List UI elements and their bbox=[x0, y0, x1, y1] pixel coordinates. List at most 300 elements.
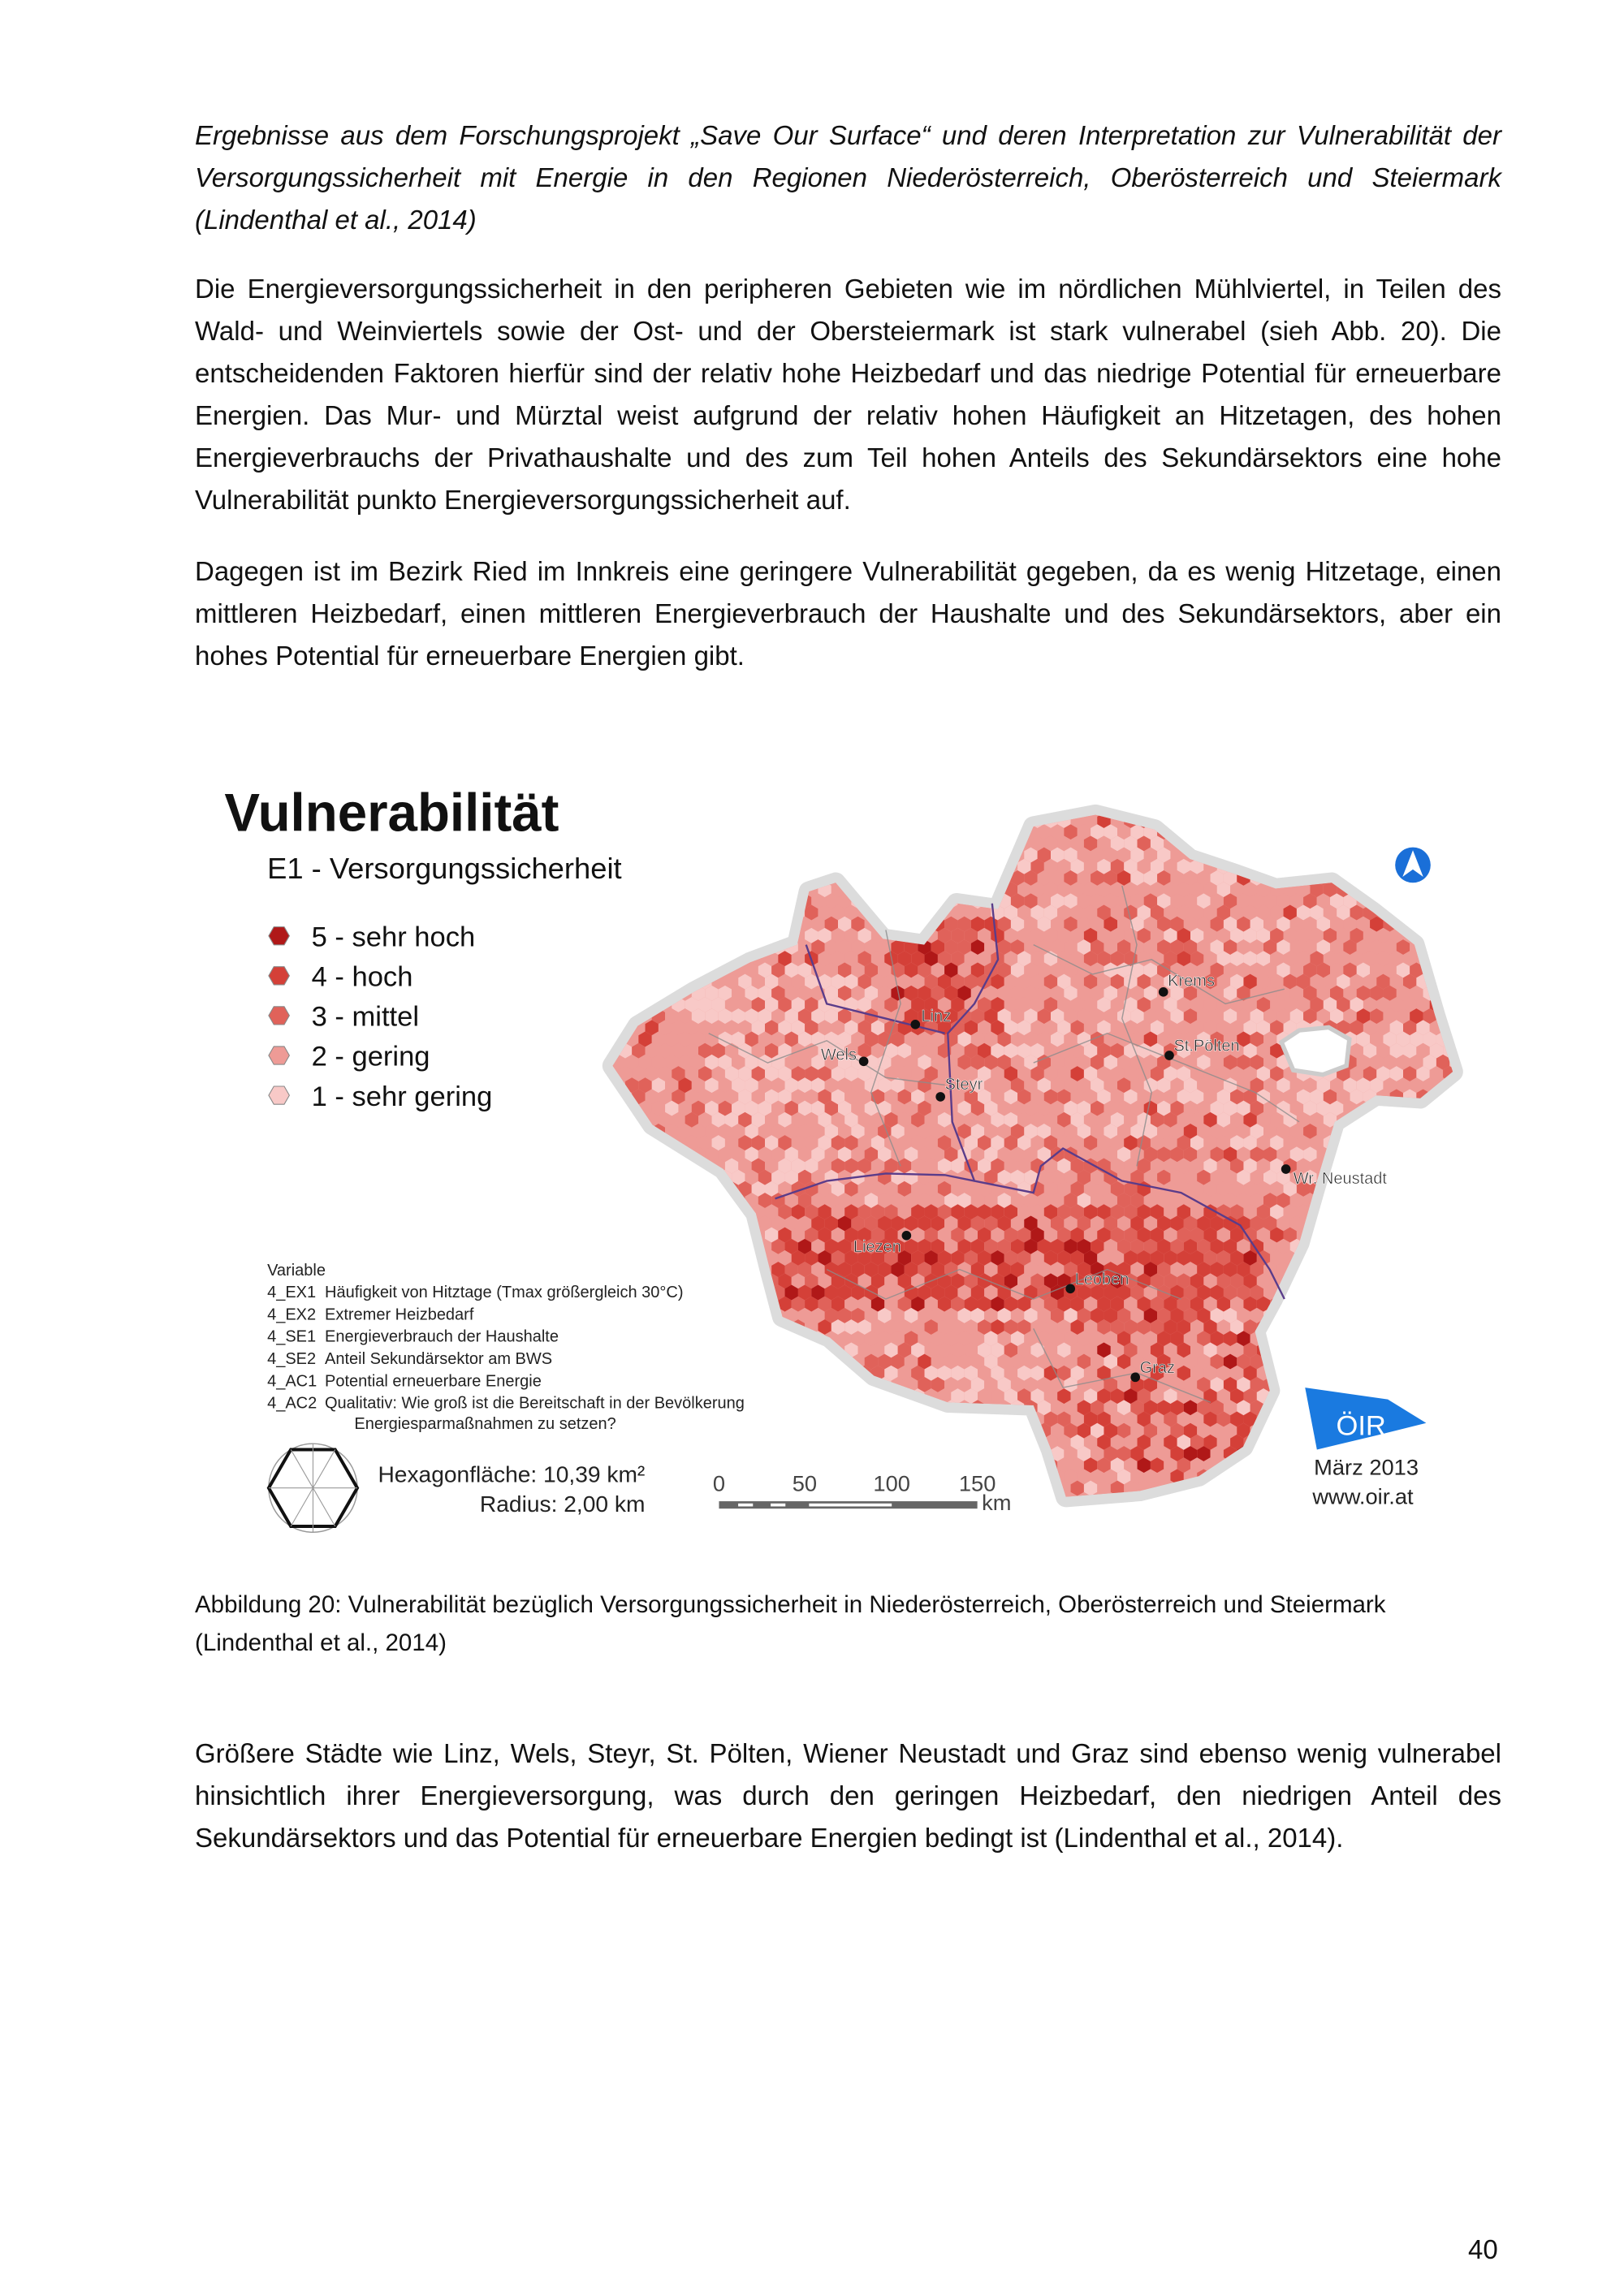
hexagon-cell bbox=[858, 1457, 871, 1473]
hexagon-cell bbox=[638, 893, 651, 908]
hexagon-cell bbox=[652, 1492, 665, 1508]
hexagon-cell bbox=[678, 1354, 691, 1370]
hexagon-cell bbox=[659, 1181, 672, 1197]
hexagon-cell bbox=[1449, 1308, 1462, 1323]
hexagon-cell bbox=[625, 1423, 638, 1439]
hexagon-cell bbox=[1430, 1342, 1443, 1357]
hexagon-cell bbox=[1290, 1331, 1303, 1346]
hexagon-cell bbox=[652, 801, 665, 817]
hexagon-cell bbox=[1330, 1193, 1343, 1208]
hexagon-cell bbox=[752, 882, 765, 897]
hexagon-cell bbox=[805, 1412, 818, 1427]
hexagon-cell bbox=[745, 1308, 758, 1323]
hexagon-cell bbox=[1310, 859, 1323, 874]
hexagon-cell bbox=[918, 1446, 931, 1461]
hexagon-cell bbox=[638, 962, 651, 978]
hexagon-cell bbox=[871, 859, 884, 874]
hexagon-cell bbox=[665, 824, 678, 839]
hexagon-cell bbox=[818, 813, 831, 828]
hexagon-cell bbox=[659, 1435, 672, 1450]
hexagon-cell bbox=[738, 1457, 751, 1473]
hexagon-cell bbox=[1443, 1388, 1456, 1404]
hexagon-cell bbox=[659, 974, 672, 990]
hexagon-cell bbox=[598, 1377, 611, 1392]
hexagon-cell bbox=[951, 1412, 964, 1427]
hexagon-cell bbox=[838, 848, 851, 863]
hexagon-cell bbox=[745, 1354, 758, 1370]
hexagon-cell bbox=[938, 859, 951, 874]
hexagon-cell bbox=[1430, 1388, 1443, 1404]
logo-text: ÖIR bbox=[1336, 1410, 1386, 1442]
hexagon-cell bbox=[765, 835, 778, 851]
hexagon-cell bbox=[705, 1215, 719, 1231]
hexagon-cell bbox=[1224, 801, 1237, 817]
hexagon-cell bbox=[825, 1423, 838, 1439]
hexagon-cell bbox=[732, 1354, 745, 1370]
hexagon-cell bbox=[1410, 1285, 1423, 1301]
hexagon-cell bbox=[1097, 1504, 1111, 1519]
hexagon-cell bbox=[1337, 813, 1350, 828]
hexagon-cell bbox=[1357, 1215, 1370, 1231]
hexagon-cell bbox=[598, 1193, 611, 1208]
hexagon-cell bbox=[646, 1204, 659, 1219]
map-legend bbox=[269, 921, 492, 1111]
hexagon-cell bbox=[632, 835, 645, 851]
city-label: Leoben bbox=[1074, 1270, 1129, 1288]
hexagon-cell bbox=[878, 1423, 891, 1439]
hexagon-cell bbox=[638, 1446, 651, 1461]
hexagon-cell bbox=[632, 951, 645, 966]
hexagon-cell bbox=[1436, 1285, 1449, 1301]
hexagon-cell bbox=[998, 801, 1011, 817]
hexagon-cell bbox=[1357, 1193, 1370, 1208]
hexagon-cell bbox=[1303, 1285, 1317, 1301]
hexagon-cell bbox=[1024, 1469, 1037, 1484]
hexagon-cell bbox=[638, 1331, 651, 1346]
hexagon-cell bbox=[632, 1250, 645, 1266]
hexagon-cell bbox=[632, 859, 645, 874]
hexagon-cell bbox=[725, 905, 738, 921]
hexagon-cell bbox=[1324, 1250, 1337, 1266]
hexagon-cell bbox=[898, 1412, 912, 1427]
hexagon-cell bbox=[811, 1377, 824, 1392]
hexagon-cell bbox=[765, 1342, 778, 1357]
hexagon-cell bbox=[1403, 1181, 1416, 1197]
hexagon-cell bbox=[1337, 1204, 1350, 1219]
hexagon-cell bbox=[1363, 1204, 1376, 1219]
hexagon-cell bbox=[1270, 1412, 1283, 1427]
hexagon-cell bbox=[672, 905, 685, 921]
hexagon-cell bbox=[1203, 1504, 1216, 1519]
hexagon-cell bbox=[1383, 824, 1396, 839]
hexagon-cell bbox=[659, 859, 672, 874]
north-arrow-icon bbox=[1395, 848, 1431, 883]
hexagon-cell bbox=[632, 1342, 645, 1357]
hexagon-cell bbox=[1449, 1423, 1462, 1439]
hexagon-cell bbox=[1397, 1377, 1410, 1392]
hexagon-cell bbox=[598, 986, 611, 1001]
hexagon-cell bbox=[1449, 1400, 1462, 1415]
hexagon-cell bbox=[1011, 1423, 1024, 1439]
hexagon-cell bbox=[851, 1469, 864, 1484]
hexagon-cell bbox=[1024, 1446, 1037, 1461]
hexagon-cell bbox=[638, 1308, 651, 1323]
hexagon-cell bbox=[678, 1193, 691, 1208]
hexagon-cell bbox=[598, 939, 611, 955]
city-label: Krems bbox=[1168, 972, 1215, 990]
hexagon-cell bbox=[898, 1435, 912, 1450]
hexagon-cell bbox=[1317, 848, 1330, 863]
hexagon-cell bbox=[838, 1469, 851, 1484]
hexagon-cell bbox=[598, 1239, 611, 1254]
hexagon-cell bbox=[1011, 1469, 1024, 1484]
hexagon-cell bbox=[1416, 1504, 1429, 1519]
hexagon-cell bbox=[1290, 848, 1303, 863]
hexagon-cell bbox=[619, 1250, 632, 1266]
hexagon-cell bbox=[1423, 1377, 1436, 1392]
hexagon-cell bbox=[1430, 813, 1443, 828]
hexagon-cell bbox=[1443, 1342, 1456, 1357]
hexagon-cell bbox=[646, 1366, 659, 1381]
hexagon-cell bbox=[905, 801, 918, 817]
hexagon-cell bbox=[1449, 1331, 1462, 1346]
hexagon-cell bbox=[638, 939, 651, 955]
hexagon-cell bbox=[646, 859, 659, 874]
hexagon-cell bbox=[965, 835, 978, 851]
hexagon-cell bbox=[778, 813, 791, 828]
hexagon-cell bbox=[612, 1193, 625, 1208]
hexagon-cell bbox=[638, 824, 651, 839]
hexagon-cell bbox=[838, 801, 851, 817]
hexagon-cell bbox=[1443, 1366, 1456, 1381]
hexagon-cell bbox=[1370, 1285, 1383, 1301]
hexagon-cell bbox=[1024, 801, 1037, 817]
city-dot bbox=[910, 1020, 920, 1029]
hexagon-cell bbox=[1357, 824, 1370, 839]
scale-tick-label: 100 bbox=[873, 1470, 910, 1496]
hexagon-cell bbox=[1376, 1112, 1389, 1128]
hexagon-cell bbox=[851, 1446, 864, 1461]
hexagon-cell bbox=[1330, 1215, 1343, 1231]
hexagon-cell bbox=[1357, 848, 1370, 863]
hexagon-cell bbox=[1410, 1146, 1423, 1162]
hexagon-cell bbox=[1324, 1273, 1337, 1288]
hexagon-cell bbox=[1303, 1331, 1317, 1346]
hexagon-cell bbox=[1397, 1124, 1410, 1139]
hexagon-cell bbox=[1211, 1492, 1224, 1508]
hexagon-cell bbox=[771, 801, 784, 817]
map-subtitle: E1 - Versorgungssicherheit bbox=[267, 851, 622, 885]
hexagon-cell bbox=[665, 1331, 678, 1346]
hexagon-cell bbox=[778, 1412, 791, 1427]
hexagon-cell bbox=[725, 835, 738, 851]
hexagon-cell bbox=[705, 1193, 719, 1208]
hexagon-cell bbox=[1443, 1159, 1456, 1174]
hexagon-cell bbox=[678, 870, 691, 886]
hexagon-cell bbox=[625, 1239, 638, 1254]
hexagon-cell bbox=[612, 1262, 625, 1277]
hexagon-cell bbox=[1324, 813, 1337, 828]
variables-heading: Variable bbox=[267, 1261, 326, 1280]
hexagon-cell bbox=[1410, 893, 1423, 908]
hexagon-cell bbox=[692, 1446, 705, 1461]
hexagon-cell bbox=[1443, 859, 1456, 874]
hexagon-cell bbox=[732, 917, 745, 932]
hexagon-cell bbox=[1370, 848, 1383, 863]
hexagon-cell bbox=[732, 1446, 745, 1461]
hexagon-cell bbox=[844, 1388, 857, 1404]
hexagon-cell bbox=[598, 1032, 611, 1047]
hexagon-cell bbox=[798, 801, 811, 817]
hexagon-cell bbox=[1350, 1135, 1363, 1150]
hexagon-cell bbox=[905, 870, 918, 886]
hexagon-cell bbox=[1310, 1273, 1323, 1288]
hexagon-cell bbox=[944, 1446, 957, 1461]
hexagon-cell bbox=[698, 1297, 712, 1312]
hexagon-cell bbox=[725, 1342, 738, 1357]
hexagon-cell bbox=[898, 859, 912, 874]
hexagon-cell bbox=[598, 1146, 611, 1162]
hexagon-cell bbox=[725, 1297, 738, 1312]
hexagon-cell bbox=[758, 1354, 771, 1370]
hexagon-cell bbox=[778, 859, 791, 874]
legend-swatch bbox=[269, 1086, 289, 1104]
hexagon-cell bbox=[1397, 1170, 1410, 1185]
hexagon-cell bbox=[1383, 801, 1396, 817]
hexagon-cell bbox=[719, 870, 732, 886]
hexagon-cell bbox=[765, 905, 778, 921]
hexagon-cell bbox=[811, 824, 824, 839]
variable-description: Häufigkeit von Hitztage (Tmax größergleich 30°C) bbox=[325, 1284, 684, 1302]
hexagon-cell bbox=[1217, 1481, 1230, 1496]
hexagon-cell bbox=[911, 1412, 924, 1427]
hexagon-cell bbox=[1363, 835, 1376, 851]
hexagon-cell bbox=[712, 905, 725, 921]
hexagon-cell bbox=[978, 882, 991, 897]
hexagon-cell bbox=[672, 1228, 685, 1243]
hexagon-cell bbox=[678, 1423, 691, 1439]
hexagon-cell bbox=[698, 1481, 712, 1496]
hexagon-cell bbox=[638, 801, 651, 817]
hexagon-cell bbox=[1449, 1239, 1462, 1254]
hexagon-cell bbox=[1290, 1469, 1303, 1484]
scale-unit: km bbox=[982, 1489, 1012, 1515]
hexagon-cell bbox=[598, 1170, 611, 1185]
hexagon-cell bbox=[1430, 1412, 1443, 1427]
hexagon-cell bbox=[659, 1342, 672, 1357]
hexagon-cell bbox=[765, 1388, 778, 1404]
hexagon-cell bbox=[1390, 1159, 1403, 1174]
hexagon-cell bbox=[838, 1400, 851, 1415]
hexagon-cell bbox=[1017, 1435, 1030, 1450]
hexagon-cell bbox=[1383, 1146, 1396, 1162]
hexagon-cell bbox=[659, 1319, 672, 1335]
hexagon-cell bbox=[625, 1308, 638, 1323]
variables-list bbox=[267, 1284, 745, 1412]
hexagon-cell bbox=[871, 882, 884, 897]
hexagon-cell bbox=[659, 1481, 672, 1496]
hexagon-cell bbox=[625, 801, 638, 817]
hexagon-cell bbox=[619, 813, 632, 828]
hexagon-cell bbox=[925, 1457, 938, 1473]
hexagon-cell bbox=[765, 882, 778, 897]
hexagon-cell bbox=[1317, 801, 1330, 817]
hexagon-cell bbox=[738, 1435, 751, 1450]
hexagon-cell bbox=[1449, 824, 1462, 839]
hexagon-cell bbox=[1357, 1262, 1370, 1277]
hexagon-cell bbox=[738, 1273, 751, 1288]
hexagon-cell bbox=[652, 1354, 665, 1370]
hexagon-cell bbox=[1390, 1297, 1403, 1312]
hexagon-cell bbox=[758, 917, 771, 932]
hexagon-cell bbox=[838, 1423, 851, 1439]
hexagon-cell bbox=[1416, 1342, 1429, 1357]
hexagon-cell bbox=[1303, 1354, 1317, 1370]
hexagon-cell bbox=[685, 1342, 698, 1357]
hexagon-cell bbox=[1017, 1481, 1030, 1496]
hexagon-cell bbox=[825, 824, 838, 839]
hexagon-cell bbox=[632, 974, 645, 990]
hexagon-cell bbox=[925, 813, 938, 828]
hexagon-cell bbox=[1363, 1319, 1376, 1335]
hexagon-cell bbox=[1443, 882, 1456, 897]
hexagon-cell bbox=[905, 824, 918, 839]
hexagon-cell bbox=[1263, 1446, 1276, 1461]
hexagon-cell bbox=[612, 1146, 625, 1162]
hexagon-cell bbox=[1403, 813, 1416, 828]
hexagon-cell bbox=[1436, 1492, 1449, 1508]
hexagon-cell bbox=[1443, 1273, 1456, 1288]
hexagon-cell bbox=[685, 1435, 698, 1450]
hexagon-cell bbox=[1317, 1262, 1330, 1277]
hexagon-cell bbox=[638, 1354, 651, 1370]
hexagon-cell bbox=[884, 905, 897, 921]
variable-code: 4_EX1 bbox=[267, 1284, 317, 1302]
hexagon-cell bbox=[692, 917, 705, 932]
variable-continuation: Energiesparmaßnahmen zu setzen? bbox=[354, 1414, 616, 1433]
hexagon-cell bbox=[698, 951, 712, 966]
hexagon-cell bbox=[652, 1423, 665, 1439]
hexagon-cell bbox=[1390, 1228, 1403, 1243]
hexagon-cell bbox=[652, 893, 665, 908]
hexagon-cell bbox=[1357, 801, 1370, 817]
hexagon-cell bbox=[625, 1262, 638, 1277]
hexagon-cell bbox=[598, 824, 611, 839]
hexagon-cell bbox=[771, 1354, 784, 1370]
hexagon-cell bbox=[612, 986, 625, 1001]
legend-swatch bbox=[269, 967, 289, 985]
hexagon-cell bbox=[632, 997, 645, 1012]
hexagon-cell bbox=[1449, 1124, 1462, 1139]
hexagon-cell bbox=[745, 917, 758, 932]
hexagon-cell bbox=[1350, 835, 1363, 851]
hexagon-cell bbox=[957, 870, 970, 886]
hexagon-cell bbox=[745, 1469, 758, 1484]
hexagon-cell bbox=[1410, 1400, 1423, 1415]
hexagon-cell bbox=[771, 1446, 784, 1461]
hexagon-cell bbox=[638, 1377, 651, 1392]
hexagon-cell bbox=[705, 1354, 719, 1370]
hexagon-cell bbox=[1310, 835, 1323, 851]
hexagon-cell bbox=[665, 1354, 678, 1370]
variable-description: Anteil Sekundärsektor am BWS bbox=[325, 1350, 553, 1368]
hexagon-cell bbox=[771, 1331, 784, 1346]
hexagon-cell bbox=[825, 801, 838, 817]
hexagon-cell bbox=[1390, 1388, 1403, 1404]
hexagon-cell bbox=[1416, 1273, 1429, 1288]
hexagon-cell bbox=[1363, 1366, 1376, 1381]
hexagon-cell bbox=[719, 917, 732, 932]
hexagon-cell bbox=[1004, 1457, 1017, 1473]
hexagon-cell bbox=[1350, 1342, 1363, 1357]
hexagon-cell bbox=[619, 905, 632, 921]
hexagon-cell bbox=[792, 1435, 805, 1450]
hexagon-cell bbox=[719, 1377, 732, 1392]
hexagon-cell bbox=[1038, 1492, 1051, 1508]
variable-description: Energieverbrauch der Haushalte bbox=[325, 1327, 559, 1346]
hexagon-cell bbox=[719, 824, 732, 839]
hexagon-cell bbox=[1449, 986, 1462, 1001]
hexagon-cell bbox=[1383, 893, 1396, 908]
hexagon-cell bbox=[858, 1388, 871, 1404]
hexagon-cell bbox=[1370, 801, 1383, 817]
hexagon-cell bbox=[1230, 813, 1243, 828]
hexagon-cell bbox=[605, 1135, 618, 1150]
hexagon-cell bbox=[659, 1457, 672, 1473]
hexagon-cell bbox=[665, 1446, 678, 1461]
hexagon-cell bbox=[1357, 1308, 1370, 1323]
hexagon-cell bbox=[831, 1457, 844, 1473]
hexagon-cell bbox=[1290, 1492, 1303, 1508]
hexagon-cell bbox=[792, 1388, 805, 1404]
hexagon-cell bbox=[1330, 1239, 1343, 1254]
hexagon-cell bbox=[1211, 801, 1224, 817]
page-number: 40 bbox=[1468, 2234, 1498, 2264]
hexagon-cell bbox=[665, 917, 678, 932]
hexagon-cell bbox=[646, 1181, 659, 1197]
hexagon-cell bbox=[1449, 1285, 1462, 1301]
hexagon-cell bbox=[1017, 1504, 1030, 1519]
hexagon-cell bbox=[665, 1423, 678, 1439]
hexagon-cell bbox=[612, 1308, 625, 1323]
intro-italic-paragraph: Ergebnisse aus dem Forschungsprojekt „Save Our Surface“ und deren Interpretation zur Vulnerabilität der Versorgungssicherheit mit Energie in den Regionen Niederösterreich, Oberösterreich und Steiermark (Lindenthal et al., 2014) bbox=[195, 120, 1501, 235]
hexagon-cell bbox=[1257, 835, 1270, 851]
hexagon-cell bbox=[971, 1423, 984, 1439]
hexagon-cell bbox=[1284, 859, 1297, 874]
hexagon-cell bbox=[1317, 824, 1330, 839]
hexagon-cell bbox=[1383, 1193, 1396, 1208]
hexagon-cell bbox=[831, 859, 844, 874]
hexagon-cell bbox=[752, 859, 765, 874]
hexagon-cell bbox=[931, 1446, 944, 1461]
hexagon-cell bbox=[858, 882, 871, 897]
city-dot bbox=[935, 1092, 945, 1102]
hexagon-cell bbox=[1423, 1124, 1436, 1139]
hexagon-cell bbox=[918, 1469, 931, 1484]
hexagon-cell bbox=[672, 1366, 685, 1381]
hexagon-cell bbox=[698, 1181, 712, 1197]
hexagon-cell bbox=[632, 905, 645, 921]
hexagon-cell bbox=[858, 813, 871, 828]
hexagon-cell bbox=[798, 1423, 811, 1439]
hexagon-cell bbox=[1443, 905, 1456, 921]
hexagon-cell bbox=[798, 848, 811, 863]
hexagon-cell bbox=[646, 1481, 659, 1496]
hexagon-cell bbox=[905, 1423, 918, 1439]
hexagon-cell bbox=[765, 1435, 778, 1450]
hexagon-cell bbox=[1284, 1435, 1297, 1450]
hexagon-cell bbox=[831, 835, 844, 851]
